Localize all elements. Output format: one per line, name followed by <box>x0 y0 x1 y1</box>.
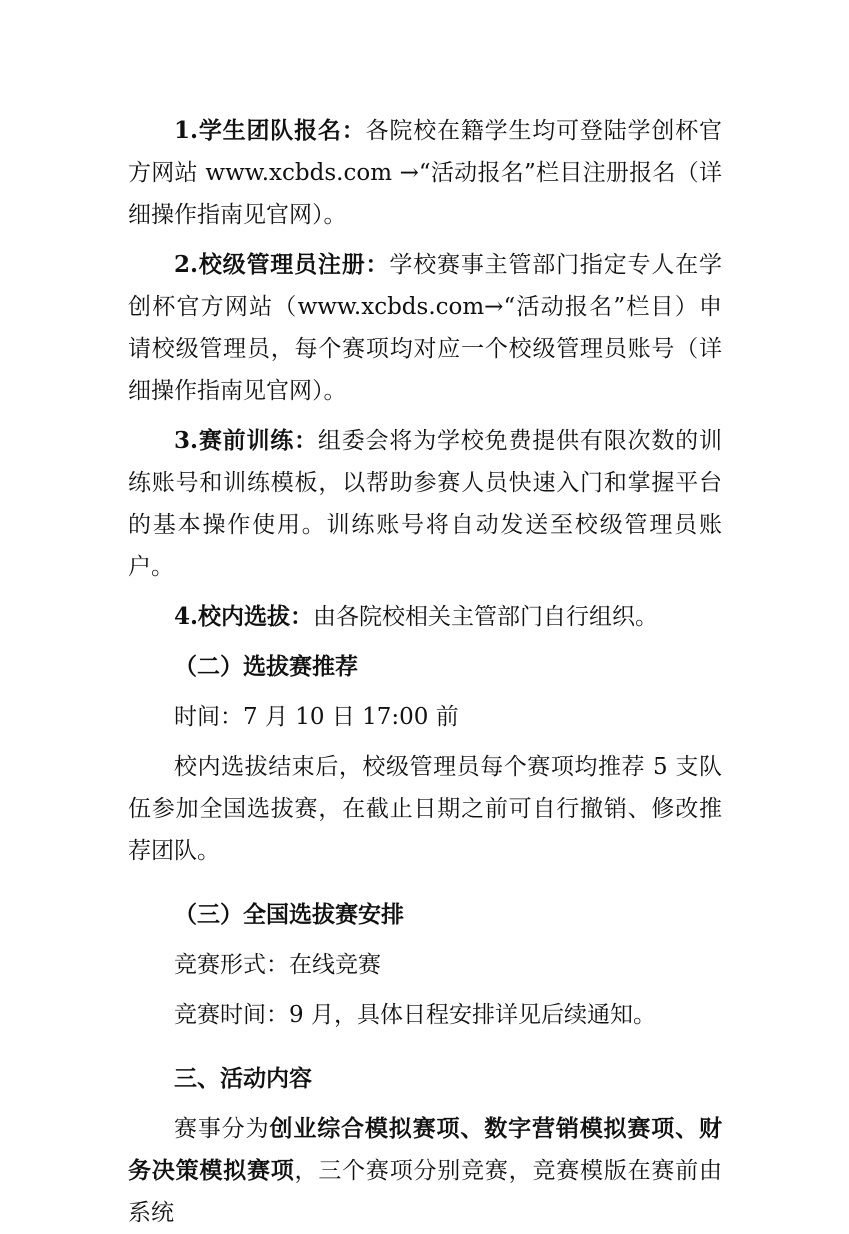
item-label: 2.校级管理员注册： <box>174 251 390 278</box>
item-student-registration <box>128 110 722 236</box>
item-text: 学校赛事主管部门指定专人在学创杯官方网站（www.xcbds.com→“活动报名”栏目）申请校级管理员，每个赛项均对应一个校级管理员账号（详细操作指南见官网）。 <box>128 252 723 404</box>
section-heading-national: （三）全国选拔赛安排 <box>174 901 404 928</box>
activity-rest: ，三个赛项分别竞赛，竞赛模版在赛前由系统 <box>128 1158 723 1226</box>
item-admin-registration <box>128 244 722 412</box>
activity-events: 创业综合模拟赛项、数字营销模拟赛项、财务决策模拟赛项 <box>128 1115 723 1184</box>
item-pre-training <box>128 420 722 588</box>
recommendation-body: 校内选拔结束后，校级管理员每个赛项均推荐 5 支队伍参加全国选拔赛，在截止日期之前可自行撤销、修改推荐团队。 <box>128 754 722 864</box>
item-label: 1.学生团队报名： <box>174 117 366 144</box>
activity-intro: 赛事分为 <box>174 1116 270 1142</box>
document-page <box>128 110 722 1234</box>
item-text: 各院校在籍学生均可登陆学创杯官方网站 www.xcbds.com →“活动报名”栏目注册报名（详细操作指南见官网）。 <box>128 118 723 228</box>
recommendation-deadline: 时间：7 月 10 日 17:00 前 <box>174 704 459 730</box>
item-campus-selection <box>128 596 722 638</box>
competition-time: 竞赛时间：9 月，具体日程安排详见后续通知。 <box>174 1002 656 1028</box>
item-text: 组委会将为学校免费提供有限次数的训练账号和训练模板，以帮助参赛人员快速入门和掌握平台的基本操作使用。训练账号将自动发送至校级管理员账户。 <box>128 428 723 580</box>
item-label: 4.校内选拔： <box>174 603 314 630</box>
competition-format: 竞赛形式：在线竞赛 <box>174 952 381 978</box>
item-label: 3.赛前训练： <box>174 427 318 454</box>
activity-body <box>128 1108 722 1234</box>
section-heading-recommendation: （二）选拔赛推荐 <box>174 653 358 680</box>
item-text: 由各院校相关主管部门自行组织。 <box>313 604 659 630</box>
part-heading-activity: 三、活动内容 <box>174 1065 312 1092</box>
